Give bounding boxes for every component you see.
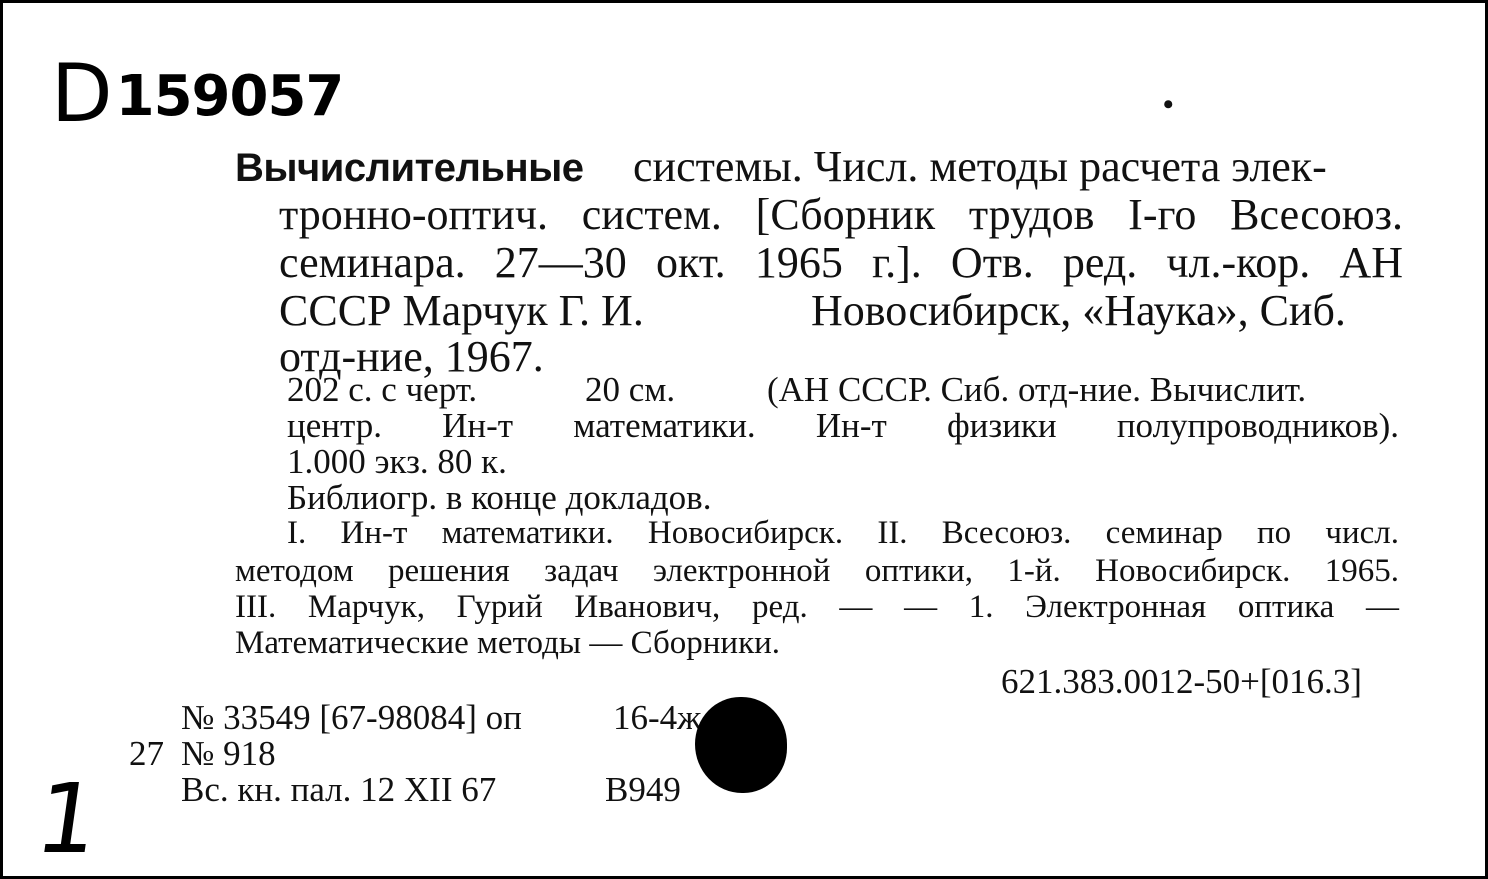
collation-line-3: 1.000 экз. 80 к. bbox=[287, 442, 507, 481]
accession-number: № 33549 [67-98084] оп bbox=[181, 698, 522, 737]
print-code: 16-4ж bbox=[613, 698, 702, 737]
entry-line-4a: СССР Марчук Г. И. bbox=[279, 286, 644, 335]
collation-line-2: центр. Ин-т математики. Ин-т физики полупроводников). bbox=[287, 406, 1399, 445]
entry-line-3: семинара. 27—30 окт. 1965 г.]. Отв. ред. чл.-кор. АН bbox=[279, 238, 1403, 287]
chamber-record: Вс. кн. пал. 12 XII 67 bbox=[181, 770, 497, 809]
collation-series: (АН СССР. Сиб. отд-ние. Вычислит. bbox=[767, 370, 1307, 409]
handwritten-catalog-id: D159057 bbox=[51, 47, 344, 140]
bibliography-note: Библиогр. в конце докладов. bbox=[287, 478, 712, 517]
entry-line-1 bbox=[235, 143, 1403, 192]
entry-line-1-rest: системы. Числ. методы расчета элек- bbox=[633, 142, 1327, 191]
collation-pages: 202 с. с черт. bbox=[287, 370, 478, 409]
entry-line-2: тронно-оптич. систем. [Сборник трудов I-го Всесоюз. bbox=[279, 190, 1403, 239]
udc-classification: 621.383.0012-50+[016.3] bbox=[1001, 662, 1362, 701]
handwritten-copy-number: 1 bbox=[29, 763, 106, 875]
footer-prefix: 27 bbox=[129, 734, 164, 773]
entry-heading: Вычислительные bbox=[235, 146, 584, 190]
ink-speck: • bbox=[1163, 88, 1174, 121]
entry-line-5: отд-ние, 1967. bbox=[279, 332, 544, 381]
ink-blot-stamp bbox=[695, 697, 787, 793]
collation-size: 20 см. bbox=[585, 370, 676, 409]
tracing-line-4: Математические методы — Сборники. bbox=[235, 625, 781, 661]
entry-line-4b: Новосибирск, «Наука», Сиб. bbox=[811, 286, 1346, 335]
chamber-code: В949 bbox=[605, 770, 681, 809]
order-number: № 918 bbox=[181, 734, 276, 773]
tracing-line-3: III. Марчук, Гурий Иванович, ред. — — 1. Электронная оптика — bbox=[235, 589, 1399, 625]
tracing-line-2: методом решения задач электронной оптики, 1-й. Новосибирск. 1965. bbox=[235, 553, 1399, 589]
tracing-line-1: I. Ин-т математики. Новосибирск. II. Всесоюз. семинар по числ. bbox=[287, 515, 1399, 551]
